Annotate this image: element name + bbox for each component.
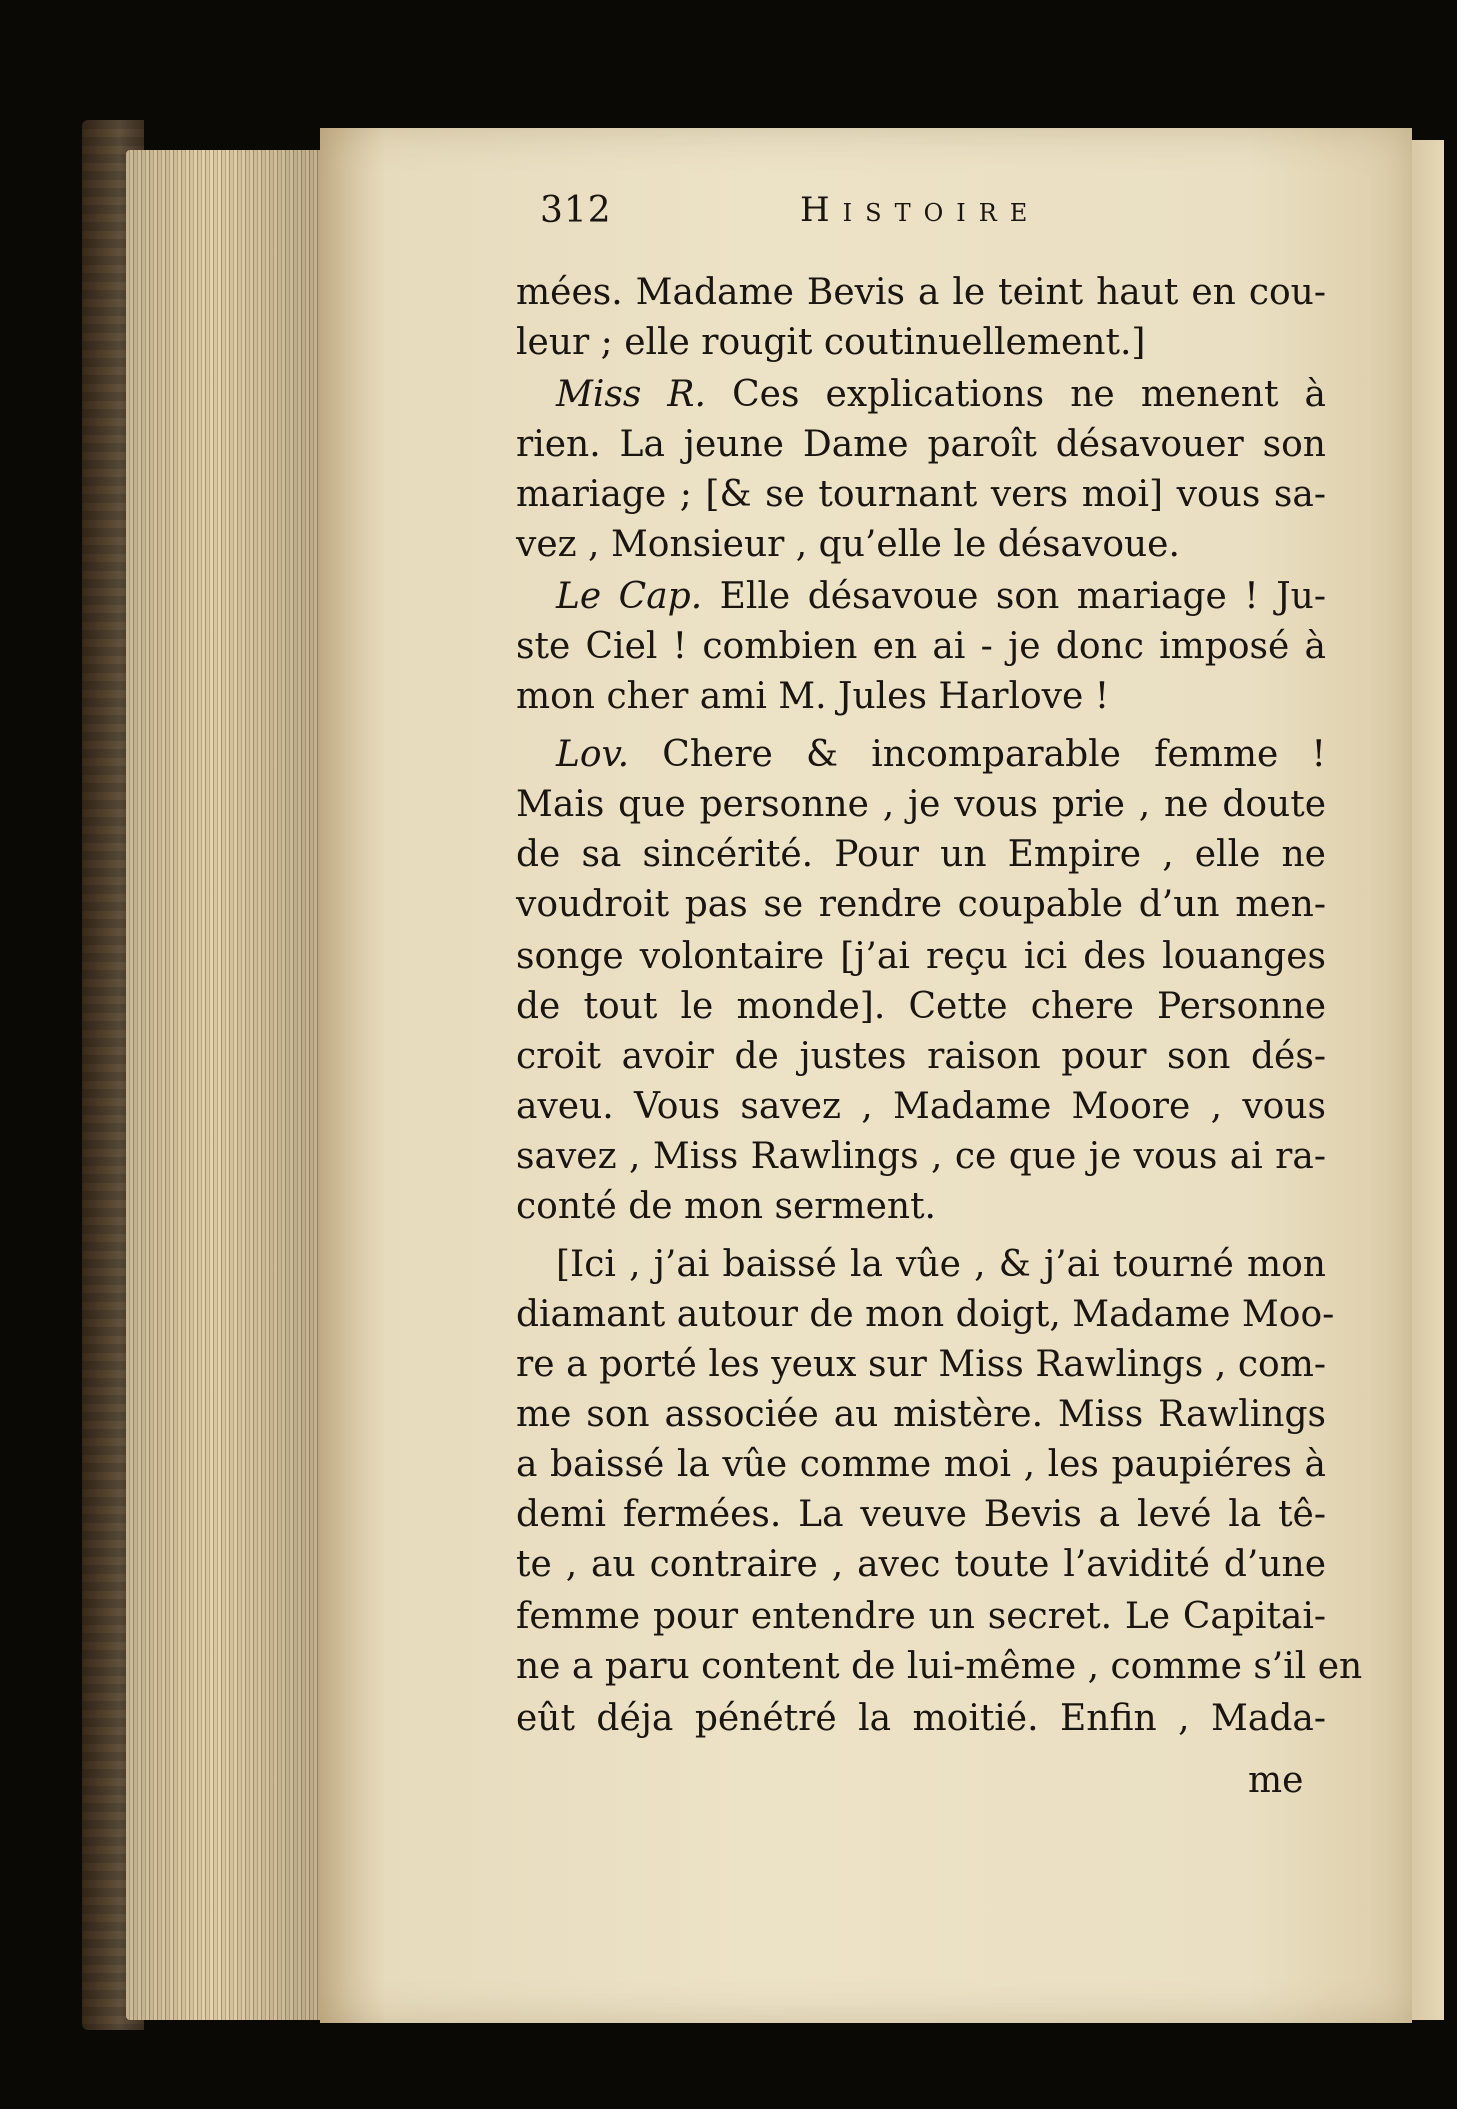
running-header: [540, 190, 1320, 240]
text-line: re a porté les yeux sur Miss Rawlings , com-: [516, 1344, 1326, 1385]
text-line: vez , Monsieur , qu’elle le désavoue.: [516, 524, 1180, 565]
text-line: mariage ; [& se tournant vers moi] vous sa-: [516, 474, 1326, 515]
text-line: Mais que personne , je vous prie , ne doute: [516, 784, 1326, 825]
text-line: voudroit pas se rendre coupable d’un men-: [516, 884, 1326, 925]
text-line: me son associée au mistère. Miss Rawlings: [516, 1394, 1326, 1435]
text-line: diamant autour de mon doigt, Madame Moo-: [516, 1294, 1335, 1335]
text-line: songe volontaire [j’ai reçu ici des louanges: [516, 936, 1326, 977]
text-line: de sa sincérité. Pour un Empire , elle ne: [516, 834, 1326, 875]
text-line: savez , Miss Rawlings , ce que je vous ai ra-: [516, 1136, 1326, 1177]
text-line: conté de mon serment.: [516, 1186, 936, 1227]
text-line: mon cher ami M. Jules Harlove !: [516, 676, 1110, 717]
text-line: aveu. Vous savez , Madame Moore , vous: [516, 1086, 1326, 1127]
text-line: leur ; elle rougit coutinuellement.]: [516, 322, 1146, 363]
speaker-name: Lov.: [556, 734, 630, 775]
text-line: [Ici , j’ai baissé la vûe , & j’ai tourné mon: [556, 1244, 1326, 1285]
text-line: ste Ciel ! combien en ai - je donc imposé à: [516, 626, 1326, 667]
text-line: Le Cap. Elle désavoue son mariage ! Ju-: [556, 576, 1327, 617]
speaker-name: Miss R.: [556, 374, 706, 415]
text-line: rien. La jeune Dame paroît désavouer son: [516, 424, 1326, 465]
text-line: eût déja pénétré la moitié. Enfin , Mada-: [516, 1698, 1326, 1739]
text-line: Miss R. Ces explications ne menent à: [556, 374, 1326, 415]
text-line: ne a paru content de lui-même , comme s’il en: [516, 1646, 1363, 1687]
text-line: a baissé la vûe comme moi , les paupiéres à: [516, 1444, 1326, 1485]
running-title: Histoire: [800, 190, 1041, 230]
speaker-name: Le Cap.: [556, 576, 703, 617]
catchword: me: [1248, 1760, 1304, 1801]
text-line: mées. Madame Bevis a le teint haut en cou-: [516, 272, 1326, 313]
text-line: croit avoir de justes raison pour son dés-: [516, 1036, 1326, 1077]
text-line: femme pour entendre un secret. Le Capitai-: [516, 1596, 1326, 1637]
text-line: te , au contraire , avec toute l’avidité d’une: [516, 1544, 1326, 1585]
text-line: demi fermées. La veuve Bevis a levé la tê-: [516, 1494, 1326, 1535]
text-line: Lov. Chere & incomparable femme !: [556, 734, 1326, 775]
text-line: de tout le monde]. Cette chere Personne: [516, 986, 1326, 1027]
page-number: 312: [540, 190, 612, 231]
